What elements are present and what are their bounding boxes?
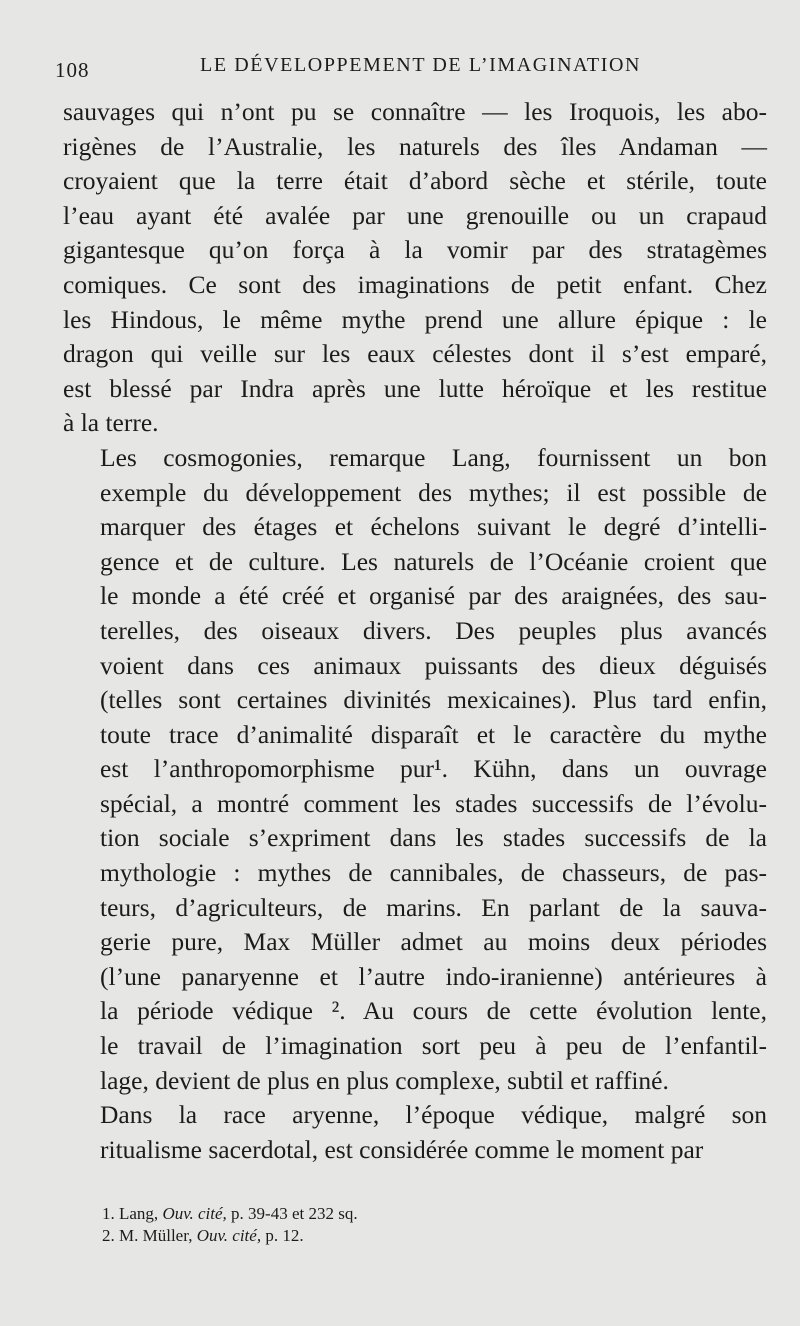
text-line: gigantesque qu’on força à la vomir par des stratagèmes (63, 235, 767, 265)
text-line: à la terre. (63, 408, 159, 438)
body-text (63, 95, 767, 1167)
text-line: voient dans ces animaux puissants des dieux déguisés (100, 650, 767, 680)
footnote-ref: p. 39-43 et 232 sq. (231, 1204, 358, 1223)
footnote-ref: p. 12. (265, 1226, 304, 1245)
text-line: rigènes de l’Australie, les naturels des îles Andaman — (63, 131, 767, 161)
text-line: spécial, a montré comment les stades successifs de l’évolu- (100, 788, 767, 818)
text-line: croyaient que la terre était d’abord sèche et stérile, toute (63, 166, 767, 196)
footnote-author: M. Müller, (119, 1226, 193, 1245)
page-number: 108 (55, 58, 90, 82)
paragraph (63, 1098, 767, 1167)
text-line: gerie pure, Max Müller admet au moins deux périodes (100, 927, 767, 957)
text-line: marquer des étages et échelons suivant le degré d’intelli- (100, 512, 767, 542)
text-line: le monde a été créé et organisé par des araignées, des sau- (100, 581, 767, 611)
text-line: toute trace d’animalité disparaît et le caractère du mythe (100, 719, 767, 749)
text-line: (l’une panaryenne et l’autre indo-iranienne) antérieures à (100, 961, 767, 991)
paragraph (63, 95, 767, 441)
text-line: gence et de culture. Les naturels de l’Océanie croient que (100, 546, 767, 576)
paragraph (63, 441, 767, 1098)
text-line: sauvages qui n’ont pu se connaître — les Iroquois, les abo- (63, 97, 767, 126)
text-line: l’eau ayant été avalée par une grenouille ou un crapaud (63, 200, 767, 230)
text-line: tion sociale s’expriment dans les stades successifs de la (100, 823, 767, 853)
text-line: ritualisme sacerdotal, est considérée comme le moment par (100, 1134, 704, 1164)
text-line: les Hindous, le même mythe prend une allure épique : le (63, 304, 767, 334)
footnote (102, 1203, 722, 1225)
text-line: mythologie : mythes de cannibales, de chasseurs, de pas- (100, 858, 767, 888)
text-line: est l’anthropomorphisme pur¹. Kühn, dans un ouvrage (100, 754, 767, 784)
footnote-work: Ouv. cité, (162, 1204, 227, 1223)
footnote-author: Lang, (119, 1204, 159, 1223)
text-line: Les cosmogonies, remarque Lang, fournissent un bon (100, 442, 767, 472)
text-line: dragon qui veille sur les eaux célestes dont il s’est emparé, (63, 339, 767, 369)
running-title: LE DÉVELOPPEMENT DE L’IMAGINATION (200, 54, 642, 76)
text-line: exemple du développement des mythes; il est possible de (100, 477, 767, 507)
page-header (55, 50, 760, 90)
footnote-marker: 2. (102, 1226, 115, 1245)
text-line: Dans la race aryenne, l’époque védique, malgré son (100, 1100, 767, 1130)
text-line: lage, devient de plus en plus complexe, subtil et raffiné. (100, 1065, 669, 1095)
text-line: teurs, d’agriculteurs, de marins. En parlant de la sauva- (100, 892, 767, 922)
text-line: terelles, des oiseaux divers. Des peuples plus avancés (100, 615, 767, 645)
text-line: est blessé par Indra après une lutte héroïque et les restitue (63, 373, 767, 403)
footnote-work: Ouv. cité, (196, 1226, 262, 1245)
footnote-marker: 1. (102, 1204, 115, 1223)
text-line: la période védique ². Au cours de cette évolution lente, (100, 996, 767, 1026)
text-line: (telles sont certaines divinités mexicaines). Plus tard enfin, (100, 685, 767, 715)
footnote (102, 1225, 722, 1247)
text-line: le travail de l’imagination sort peu à peu de l’enfantil- (100, 1031, 767, 1061)
footnotes (102, 1203, 722, 1247)
text-line: comiques. Ce sont des imaginations de petit enfant. Chez (63, 269, 767, 299)
